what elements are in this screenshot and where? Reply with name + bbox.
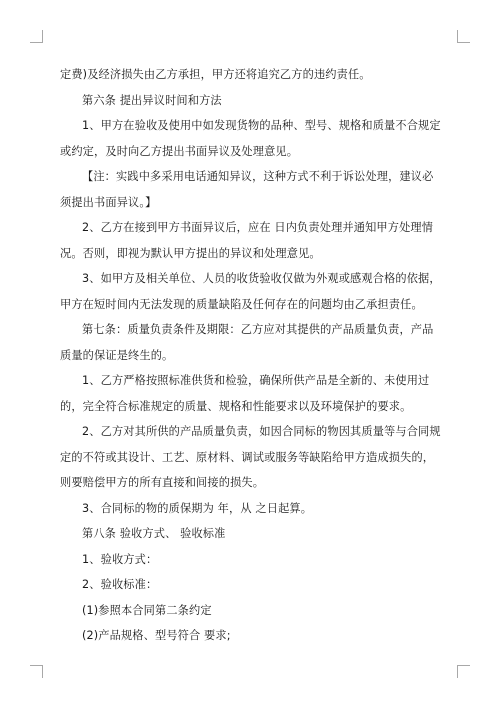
heading-article-6: 第六条 提出异议时间和方法: [82, 93, 222, 107]
note-paragraph: 【注：实践中多采用电话通知异议，这种方式不利于诉讼处理，建议必须提出书面异议。】: [60, 170, 434, 209]
paragraph-continuation: 定费)及经济损失由乙方承担，甲方还将追究乙方的违约责任。: [60, 68, 371, 81]
paragraph-6-1: 1、甲方在验收及使用中如发现货物的品种、型号、规格和质量不合规定或约定，及时向乙方提出书面异议及处理意见。: [60, 119, 441, 158]
paragraph-8-2-1: (1)参照本合同第二条约定: [82, 603, 212, 617]
paragraph-6-2: 2、乙方在接到甲方书面异议后，应在 日内负责处理并通知甲方处理情况。否则，即视为默认甲方提出的异议和处理意见。: [60, 221, 434, 260]
crop-mark-bottom-left: [30, 665, 43, 678]
paragraph-8-2: 2、验收标准：: [82, 578, 158, 591]
paragraph-6-3: 3、如甲方及相关单位、人员的收货验收仅做为外观或感观合格的依据，甲方在短时间内无法发现的质量缺陷及任何存在的问题均由乙承担责任。: [60, 272, 441, 311]
paragraph-8-2-2: (2)产品规格、型号符合 要求;: [82, 629, 231, 642]
paragraph-8-1: 1、验收方式：: [82, 552, 158, 566]
document-body: [60, 62, 442, 649]
heading-article-7: 第七条：质量负责条件及期限：乙方应对其提供的产品质量负责，产品质量的保证是终生的。: [60, 323, 434, 362]
paragraph-7-2: 2、乙方对其所供的产品质量负责，如因合同标的物因其质量等与合同规定的不符或其设计、工艺、原材料、调试或服务等缺陷给甲方造成损失的，则要赔偿甲方的所有直接和间接的损失。: [60, 425, 441, 489]
heading-article-8: 第八条 验收方式、 验收标准: [82, 527, 226, 540]
paragraph-7-1: 1、乙方严格按照标准供货和检验，确保所供产品是全新的、未使用过的，完全符合标准规定的质量、规格和性能要求以及环境保护的要求。: [60, 374, 430, 413]
crop-mark-top-left: [30, 30, 43, 43]
crop-mark-bottom-right: [457, 665, 470, 678]
crop-mark-top-right: [457, 30, 470, 43]
paragraph-7-3: 3、合同标的物的质保期为 年，从 之日起算。: [82, 501, 313, 515]
